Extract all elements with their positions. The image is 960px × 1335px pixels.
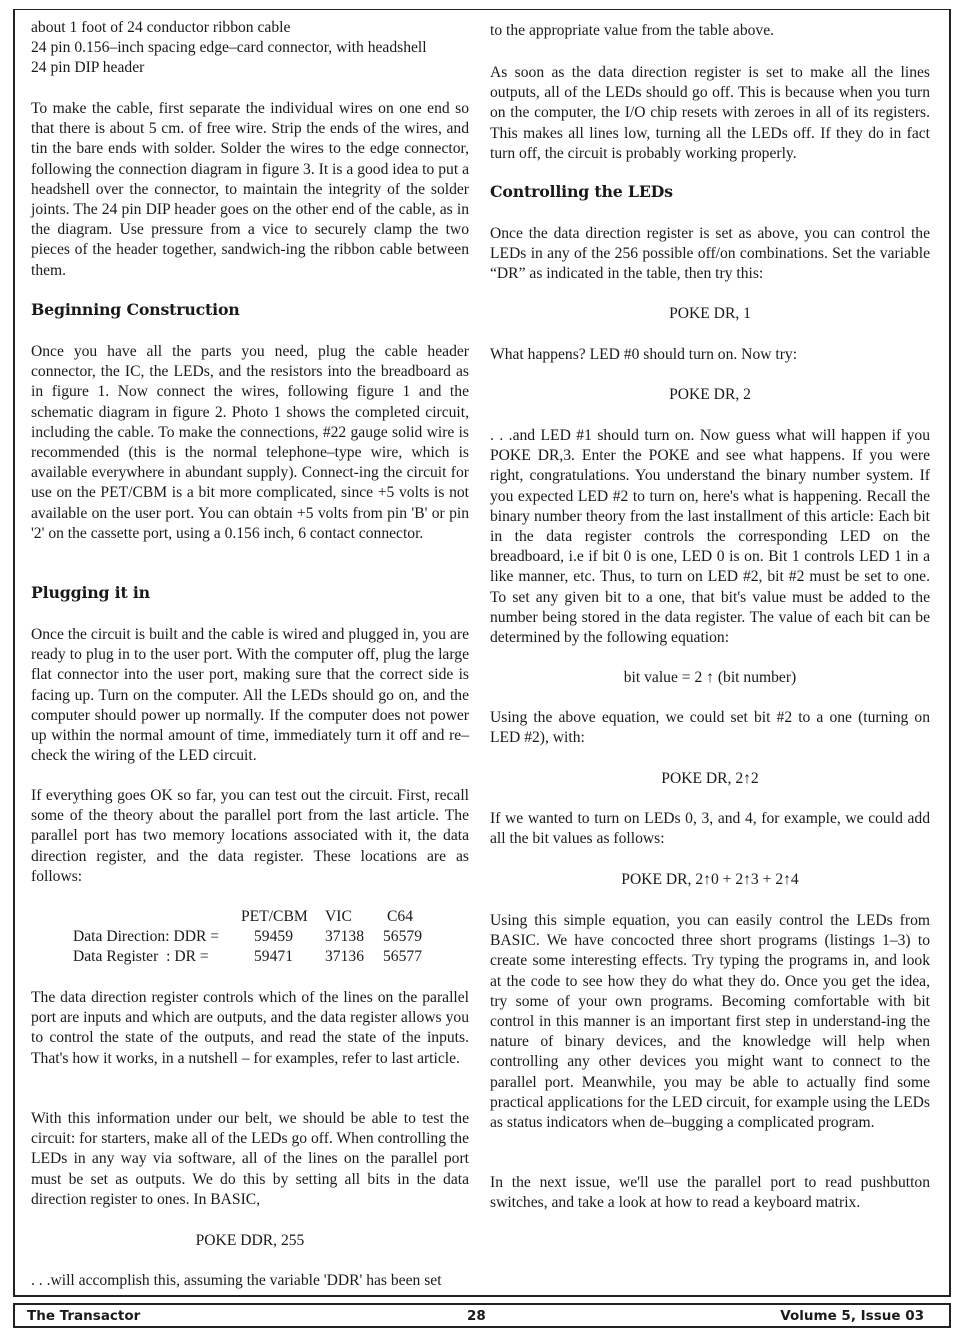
paragraph-accomplish: . . .will accomplish this, assuming the variable 'DDR' has been set (31, 1272, 442, 1289)
paragraph-simple: Using this simple equation, you can easily control the LEDs from BASIC. We have concocted three short programs (listings 1–3) to create some interesting effects. Try typing the programs in, and look at the code to see how they do what they do. Once you get the idea, try some of your own programs. Becoming comfortable with bit control in this manner is an important first step in understand-ing the nature of binary devices, and the knowledge will help when controlling any other devices you might want to connect to the parallel port. Meanwhile, you may be able to actually find some practical applications for the LED circuit, for example using the LEDs as status indicators when de–bugging a complicated program. (490, 912, 930, 1132)
parts-list-item: 24 pin 0.156–inch spacing edge–card connector, with headshell (31, 39, 427, 57)
paragraph-test: If everything goes OK so far, you can test out the circuit. First, recall some of the theory about the parallel port from the last article. The parallel port has two memory locations associated with it, the data direction register, and the data register. These locations are as follows: (31, 787, 469, 885)
code-poke-dr-2-2: POKE DR, 2↑2 (661, 770, 759, 787)
column-header-c64: C64 (387, 908, 413, 925)
register-table (73, 907, 447, 968)
issue-label: Volume 5, Issue 03 (780, 1308, 924, 1324)
register-table-header (73, 907, 447, 927)
paragraph-once: Once the data direction register is set as above, you can control the LEDs in any of the 256 possible off/on combinations. Set the variable “DR” as indicated in the table, then try this: (490, 225, 930, 283)
column-header-pet: PET/CBM (241, 908, 308, 925)
code-poke-dr-2: POKE DR, 2 (669, 386, 751, 403)
paragraph-info: With this information under our belt, we should be able to test the circuit: for starters, make all of the LEDs go off. When controlling the LEDs in any way via software, all of the lines on the parallel port must be set as outputs. We do this by setting all bits in the data direction register to ones. In BASIC, (31, 1110, 469, 1208)
parts-list-item: about 1 foot of 24 conductor ribbon cable (31, 19, 291, 36)
code-poke-dr-sum: POKE DR, 2↑0 + 2↑3 + 2↑4 (621, 871, 799, 888)
paragraph-next: In the next issue, we'll use the parallel port to read pushbutton switches, and take a look at how to read a keyboard matrix. (490, 1174, 930, 1212)
paragraph-what: What happens? LED #0 should turn on. Now try: (490, 346, 798, 363)
table-row: Data Direction: DDR = 59459 37138 56579 (73, 928, 422, 946)
paragraph-if: If we wanted to turn on LEDs 0, 3, and 4, for example, we could add all the bit values as follows: (490, 810, 930, 848)
parts-list-item: 24 pin DIP header (31, 59, 145, 77)
parts-list (31, 18, 469, 79)
paragraph-construction: Once you have all the parts you need, plug the cable header connector, the IC, the LEDs, and the resistors into the breadboard as in figure 1. Now connect the wires, following figure 1 and the schematic diagram in figure 2. Photo 1 shows the completed circuit, including the cable. To make the connections, #22 gauge solid wire is recommended (this is the normal telephone–type wire, which is available everywhere in abundant supply). Connect-ing the circuit for use on the PET/CBM is a bit more complicated, since +5 volts is not available on the user port. You can obtain +5 volts from pin 'B' or pin '2' on the cassette port, using a 0.156 inch, 6 contact connector. (31, 343, 469, 542)
page-number: 28 (467, 1308, 486, 1324)
page-footer (13, 1303, 951, 1328)
paragraph-plugging: Once the circuit is built and the cable is wired and plugged in, you are ready to plug in to the user port. With the computer off, plug the large flat connector into the user port, making sure that the correct side is facing up. Turn on the computer. All the LEDs should go on, and the computer should power up normally. If the computer does not power up within the normal amount of time, immediately turn it off and re–check the wiring of the LED circuit. (31, 626, 469, 765)
column-header-vic: VIC (325, 908, 352, 925)
paragraph-cable: To make the cable, first separate the individual wires on one end so that there is about 5 cm. of free wire. Strip the ends of the wires, and tin the bare ends with solder. Solder the wires to the edge connector, following the connection diagram in figure 3. It is a good idea to put a headshell over the connector, to maintain the integrity of the solder joints. The 24 pin DIP header goes on the other end of the cable, as in the diagram. Use pressure from a vice to securely clamp the two pieces of the header together, sandwich-ing the ribbon cable between them. (31, 100, 469, 279)
equation-bit-value: bit value = 2 ↑ (bit number) (623, 669, 797, 686)
paragraph-and: . . .and LED #1 should turn on. Now guess what will happen if you POKE DR,3. Enter the POKE and see what happens. If you were right, congratulations. You understand the binary number system. If you expected LED #2 to turn on, here's what is happening. Recall the binary number theory from the last installment of this article: Each bit in the data register controls the corresponding LED on the breadboard, i.e if bit 0 is one, LED 0 is on. Bit 1 controls LED 1 in a like manner, etc. Thus, to turn on LED #2, bit #2 must be set to one. To set any given bit to a one, that bit's value must be added to the number being stored in the data register. The value of each bit can be determined by the following equation: (490, 427, 930, 647)
section-heading-plugging: Plugging it in (31, 583, 150, 602)
paragraph-ddr: The data direction register controls which of the lines on the parallel port are inputs and which are outputs, and the data register allows you to control the state of the outputs, and read the state of the inputs. That's how it works, in a nutshell – for examples, refer to last article. (31, 989, 469, 1067)
publication-name: The Transactor (27, 1308, 141, 1324)
section-heading-controlling: Controlling the LEDs (490, 182, 673, 201)
table-row: Data Register : DR = 59471 37136 56577 (73, 948, 422, 966)
section-heading-construction: Beginning Construction (31, 300, 240, 319)
code-poke-ddr: POKE DDR, 255 (195, 1232, 305, 1249)
paragraph-soon: As soon as the data direction register is set to make all the lines outputs, all of the LEDs should go off. This is because when you turn on the computer, the I/O chip resets with zeroes in all of its registers. This makes all lines low, turning all the LEDs off. If they do in fact turn off, the circuit is probably working properly. (490, 64, 930, 162)
code-poke-dr-1: POKE DR, 1 (669, 305, 751, 322)
paragraph-using: Using the above equation, we could set bit #2 to a one (turning on LED #2), with: (490, 709, 930, 747)
paragraph-continued: to the appropriate value from the table above. (490, 22, 775, 39)
